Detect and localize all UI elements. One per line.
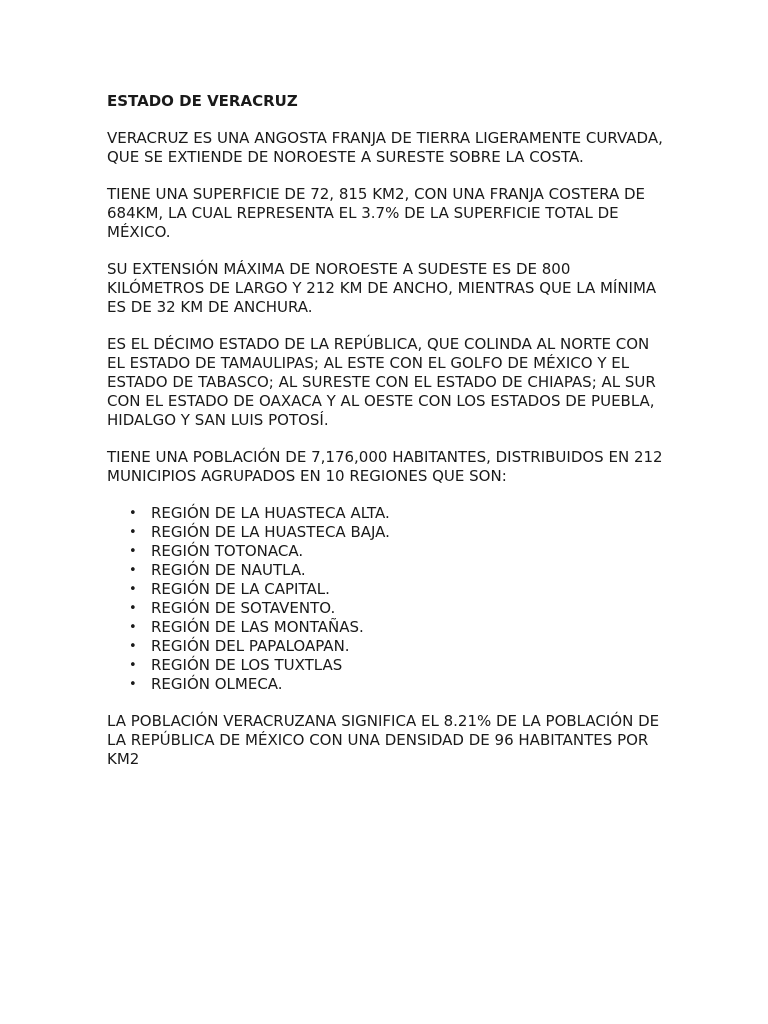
bullet-icon: • <box>129 639 137 654</box>
bullet-icon: • <box>129 582 137 597</box>
region-label: REGIÓN DE SOTAVENTO. <box>151 599 336 617</box>
region-label: REGIÓN DE LA CAPITAL. <box>151 580 330 598</box>
list-item <box>129 656 667 675</box>
region-label: REGIÓN DE LAS MONTAÑAS. <box>151 618 364 636</box>
region-label: REGIÓN OLMECA. <box>151 675 283 693</box>
region-label: REGIÓN DE LOS TUXTLAS <box>151 656 343 674</box>
paragraph-closing: LA POBLACIÓN VERACRUZANA SIGNIFICA EL 8.21% DE LA POBLACIÓN DE LA REPÚBLICA DE MÉXICO CON UNA DENSIDAD DE 96 HABITANTES POR KM2 <box>107 712 660 768</box>
bullet-icon: • <box>129 506 137 521</box>
region-label: REGIÓN DE LA HUASTECA BAJA. <box>151 523 390 541</box>
bullet-icon: • <box>129 601 137 616</box>
bullet-icon: • <box>129 544 137 559</box>
bullet-icon: • <box>129 658 137 673</box>
list-item <box>129 561 667 580</box>
regions-list <box>107 504 667 694</box>
bullet-icon: • <box>129 620 137 635</box>
region-label: REGIÓN DE NAUTLA. <box>151 561 306 579</box>
list-item <box>129 580 667 599</box>
paragraph-population: TIENE UNA POBLACIÓN DE 7,176,000 HABITANTES, DISTRIBUIDOS EN 212 MUNICIPIOS AGRUPADOS EN 10 REGIONES QUE SON: <box>107 448 663 485</box>
bullet-icon: • <box>129 525 137 540</box>
bullet-icon: • <box>129 563 137 578</box>
region-label: REGIÓN DE LA HUASTECA ALTA. <box>151 504 390 522</box>
list-item <box>129 675 667 694</box>
list-item <box>129 618 667 637</box>
document-page <box>107 92 667 787</box>
list-item <box>129 542 667 561</box>
paragraph-extension: SU EXTENSIÓN MÁXIMA DE NOROESTE A SUDESTE ES DE 800 KILÓMETROS DE LARGO Y 212 KM DE ANCHO, MIENTRAS QUE LA MÍNIMA ES DE 32 KM DE ANCHURA. <box>107 260 657 316</box>
list-item <box>129 637 667 656</box>
paragraph-borders: ES EL DÉCIMO ESTADO DE LA REPÚBLICA, QUE COLINDA AL NORTE CON EL ESTADO DE TAMAULIPAS; AL ESTE CON EL GOLFO DE MÉXICO Y EL ESTADO DE TABASCO; AL SURESTE CON EL ESTADO DE CHIAPAS; AL SUR CON EL ESTADO DE OAXACA Y AL OESTE CON LOS ESTADOS DE PUEBLA, HIDALGO Y SAN LUIS POTOSÍ. <box>107 335 656 429</box>
paragraph-description: VERACRUZ ES UNA ANGOSTA FRANJA DE TIERRA LIGERAMENTE CURVADA, QUE SE EXTIENDE DE NOROESTE A SURESTE SOBRE LA COSTA. <box>107 129 663 166</box>
document-title: ESTADO DE VERACRUZ <box>107 92 298 110</box>
paragraph-surface: TIENE UNA SUPERFICIE DE 72, 815 KM2, CON UNA FRANJA COSTERA DE 684KM, LA CUAL REPRESENTA EL 3.7% DE LA SUPERFICIE TOTAL DE MÉXICO. <box>107 185 646 241</box>
list-item <box>129 523 667 542</box>
list-item <box>129 599 667 618</box>
list-item <box>129 504 667 523</box>
region-label: REGIÓN TOTONACA. <box>151 542 304 560</box>
region-label: REGIÓN DEL PAPALOAPAN. <box>151 637 350 655</box>
bullet-icon: • <box>129 677 137 692</box>
